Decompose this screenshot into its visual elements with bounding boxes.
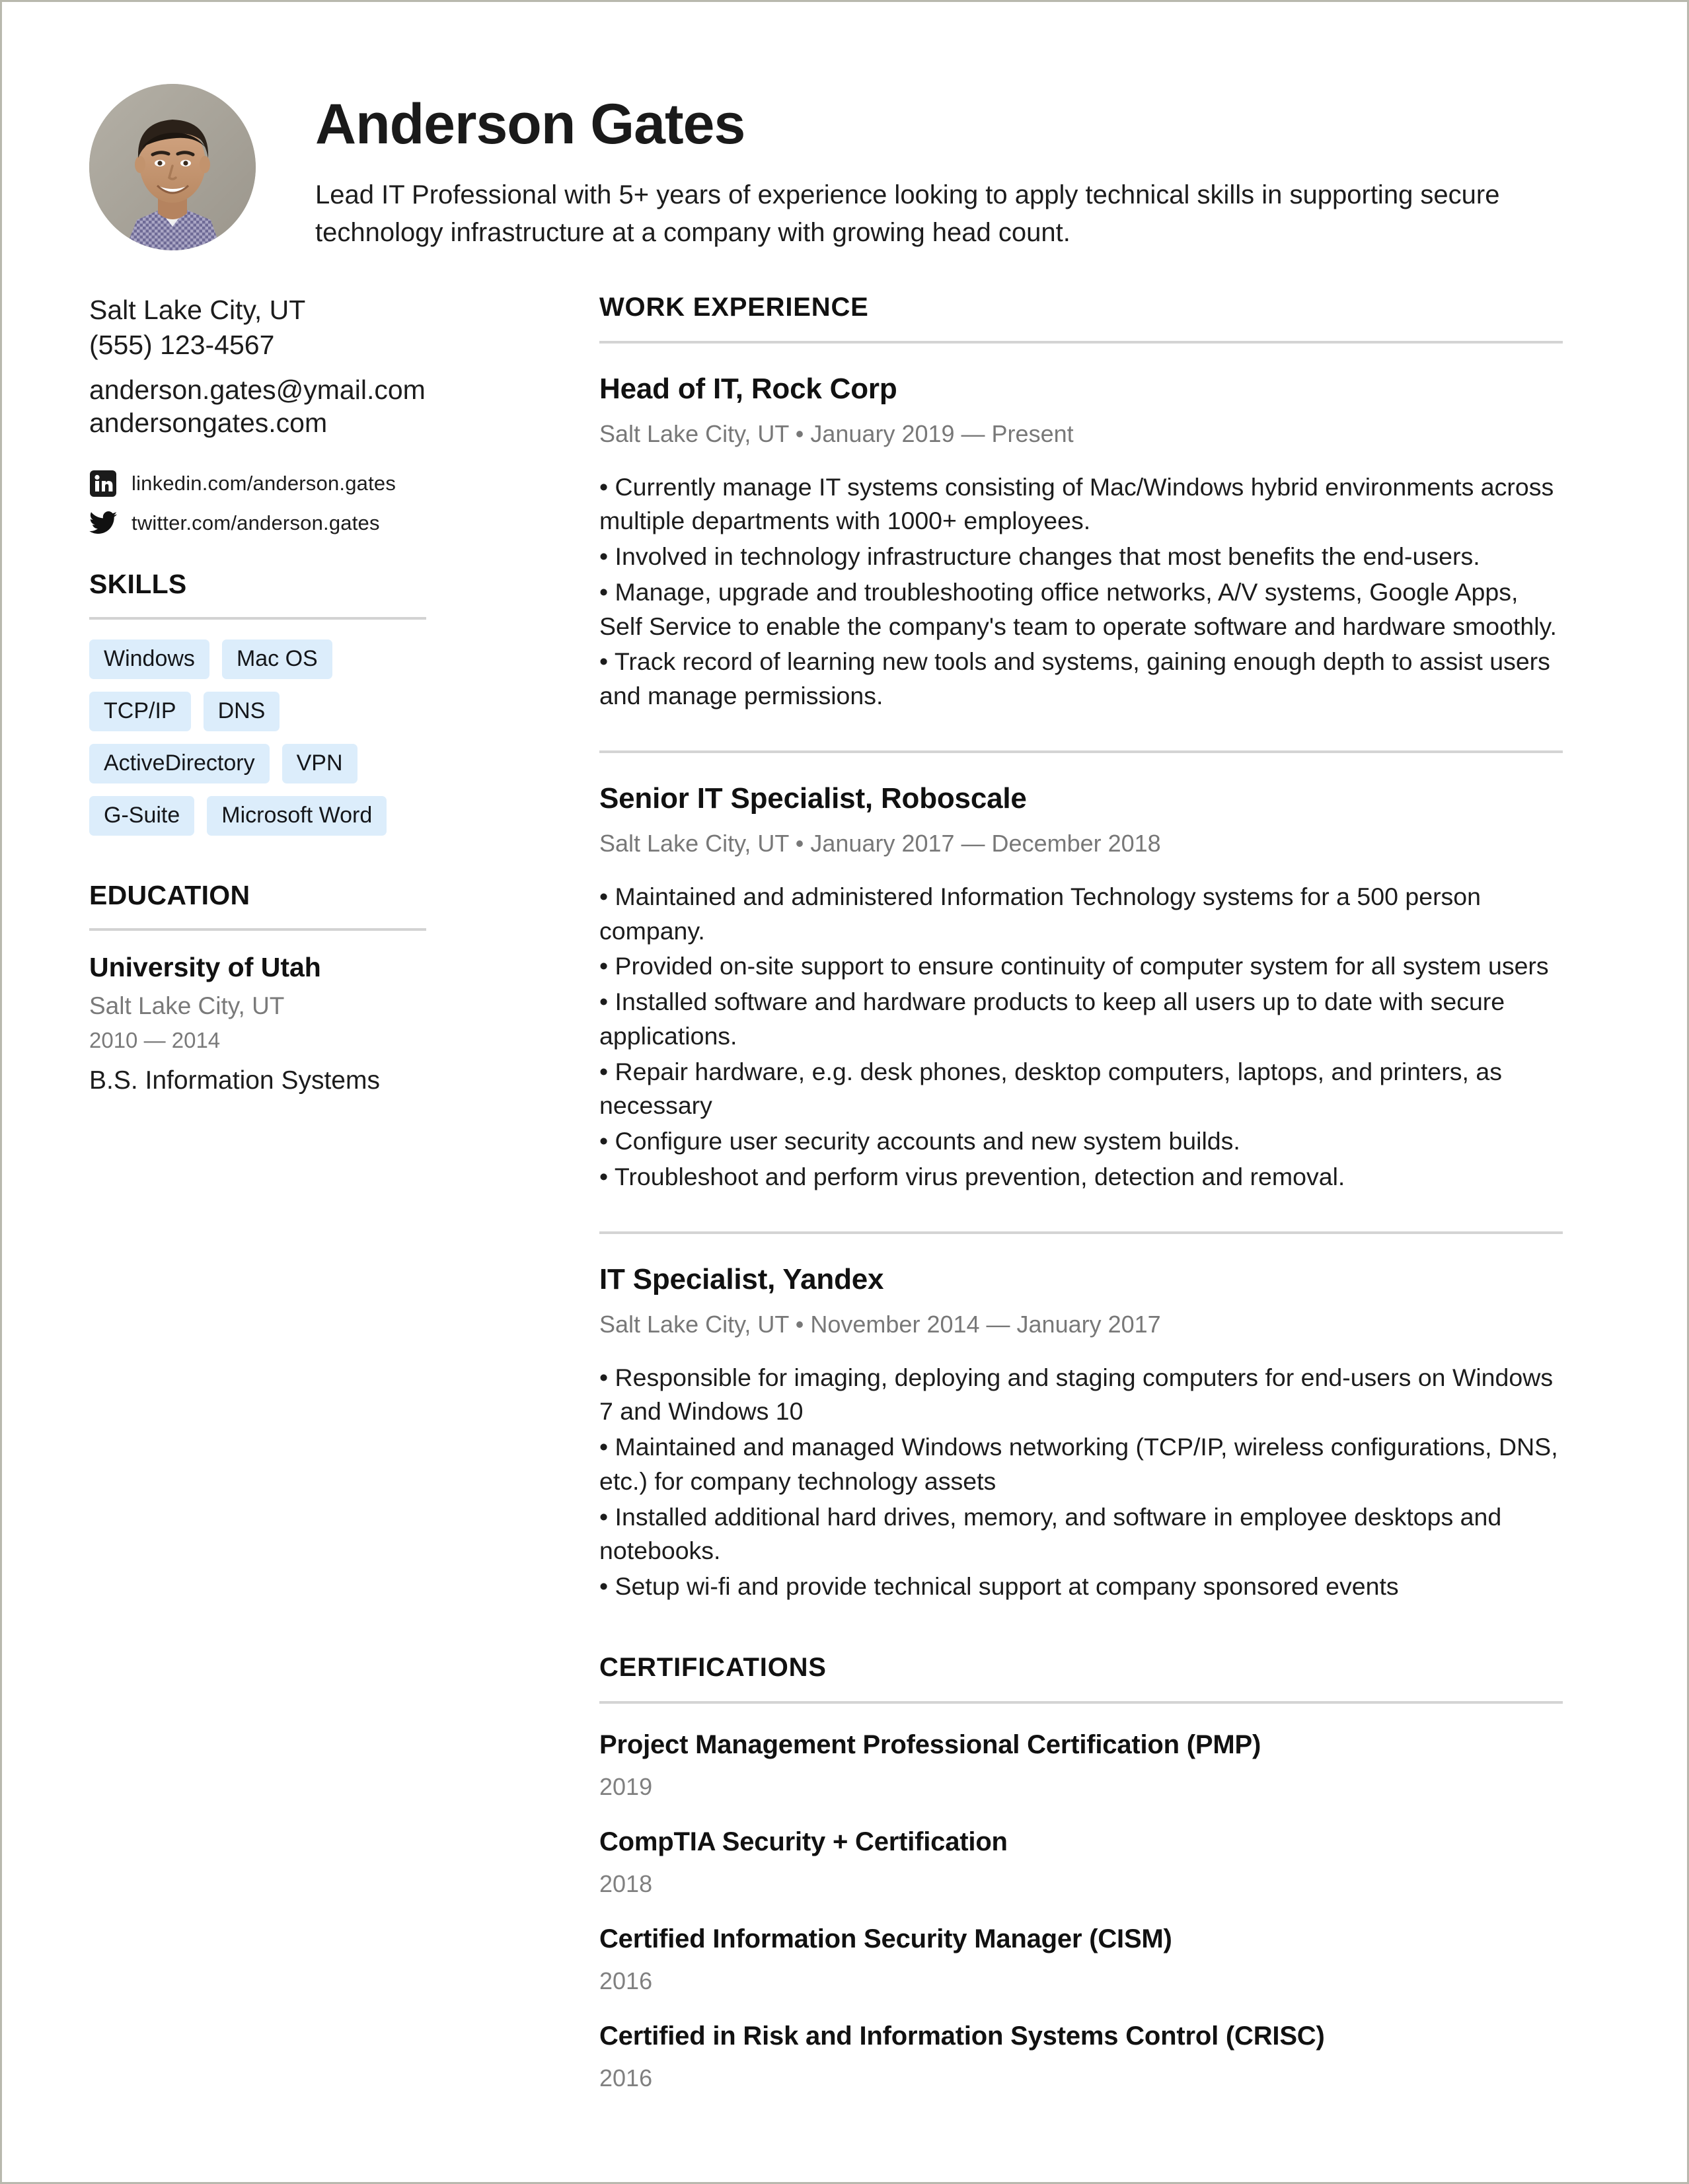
job-bullets [599, 470, 1563, 713]
job-title: Senior IT Specialist, Roboscale [599, 782, 1027, 815]
certification-year: 2016 [599, 1967, 653, 1994]
job-bullet: • Responsible for imaging, deploying and staging computers for end-users on Windows 7 and Windows 10 [599, 1363, 1554, 1426]
job-bullet: • Troubleshoot and perform virus prevention, detection and removal. [599, 1162, 1345, 1190]
education-entry [89, 952, 512, 1095]
twitter-url: twitter.com/anderson.gates [131, 511, 380, 535]
certification-year: 2018 [599, 1870, 653, 1897]
skill-tag[interactable]: Microsoft Word [207, 796, 387, 836]
contact-location: Salt Lake City, UT [89, 294, 306, 325]
skill-tag[interactable]: DNS [204, 692, 280, 731]
linkedin-url: linkedin.com/anderson.gates [131, 472, 396, 495]
job-bullet: • Maintained and managed Windows networking (TCP/IP, wireless configurations, DNS, etc.) for company technology assets [599, 1433, 1558, 1495]
education-divider [89, 928, 426, 931]
certifications-section [599, 1605, 1563, 2092]
certifications-heading: CERTIFICATIONS [599, 1652, 827, 1682]
certification-name: Certified Information Security Manager (CISM) [599, 1924, 1172, 1953]
certification-entry [599, 1898, 1563, 1995]
job-bullet: • Configure user security accounts and new system builds. [599, 1127, 1240, 1155]
certification-name: Certified in Risk and Information Systems Control (CRISC) [599, 2021, 1325, 2051]
certification-year: 2019 [599, 1772, 653, 1800]
job-bullets [599, 880, 1563, 1194]
job-bullet: • Track record of learning new tools and systems, gaining enough depth to assist users and manage permissions. [599, 647, 1550, 710]
page-title: Anderson Gates [315, 92, 745, 156]
certification-entry [599, 1801, 1563, 1898]
job-bullet: • Currently manage IT systems consisting of Mac/Windows hybrid environments across multiple departments with 1000+ employees. [599, 472, 1554, 535]
certification-entry [599, 1704, 1563, 1801]
skill-tag[interactable]: ActiveDirectory [89, 744, 270, 783]
job-bullet: • Installed additional hard drives, memory, and software in employee desktops and notebooks. [599, 1502, 1502, 1565]
job-bullet: • Provided on-site support to ensure continuity of computer system for all system users [599, 952, 1549, 980]
work-experience-heading: WORK EXPERIENCE [599, 292, 869, 322]
certification-name: CompTIA Security + Certification [599, 1827, 1008, 1856]
resume-content [2, 2, 1687, 2182]
profile-summary: Lead IT Professional with 5+ years of experience looking to apply technical skills in supporting secure technology infrastructure at a company with growing head count. [315, 180, 1500, 247]
contact-website[interactable]: andersongates.com [89, 408, 328, 439]
skill-tag[interactable]: VPN [282, 744, 357, 783]
job-bullet: • Repair hardware, e.g. desk phones, desktop computers, laptops, and printers, as necessary [599, 1057, 1502, 1120]
job-bullet: • Installed software and hardware products to keep all users up to date with secure applications. [599, 988, 1505, 1050]
twitter-icon [89, 509, 117, 537]
skills-list [89, 639, 439, 848]
skill-tag[interactable]: G-Suite [89, 796, 194, 836]
linkedin-icon [89, 470, 117, 497]
job-bullet: • Manage, upgrade and troubleshooting office networks, A/V systems, Google Apps, Self Service to enable the company's team to operate software and hardware smoothly. [599, 577, 1557, 640]
job-bullets [599, 1361, 1563, 1604]
main-column [512, 293, 1687, 2092]
avatar [89, 84, 256, 250]
resume-body [2, 252, 1687, 2092]
job-entry [599, 344, 1563, 713]
contact-block [89, 293, 512, 440]
job-bullet: • Setup wi-fi and provide technical support at company sponsored events [599, 1572, 1399, 1601]
header-text [256, 80, 1687, 252]
skills-divider [89, 617, 426, 620]
job-title: Head of IT, Rock Corp [599, 372, 897, 405]
job-bullet: • Maintained and administered Information Technology systems for a 500 person company. [599, 882, 1482, 945]
education-location: Salt Lake City, UT [89, 992, 285, 1020]
skill-tag[interactable]: TCP/IP [89, 692, 191, 731]
job-bullet: • Involved in technology infrastructure changes that most benefits the end-users. [599, 542, 1480, 571]
skill-tag[interactable]: Mac OS [222, 639, 332, 679]
job-title: IT Specialist, Yandex [599, 1262, 884, 1295]
contact-email[interactable]: anderson.gates@ymail.com [89, 375, 426, 406]
certification-year: 2016 [599, 2064, 653, 2092]
job-meta: Salt Lake City, UT • January 2017 — December 2018 [599, 829, 1161, 857]
job-meta: Salt Lake City, UT • January 2019 — Present [599, 419, 1074, 447]
social-links [89, 470, 512, 537]
social-link-twitter[interactable] [89, 509, 512, 537]
skills-heading: SKILLS [89, 569, 187, 600]
job-entry [599, 753, 1563, 1194]
education-years: 2010 — 2014 [89, 1028, 221, 1053]
contact-phone[interactable]: (555) 123-4567 [89, 329, 275, 360]
education-heading: EDUCATION [89, 880, 250, 911]
resume-header [2, 2, 1687, 252]
job-meta: Salt Lake City, UT • November 2014 — January 2017 [599, 1310, 1161, 1338]
social-link-linkedin[interactable] [89, 470, 512, 497]
certification-name: Project Management Professional Certification (PMP) [599, 1729, 1261, 1759]
education-school: University of Utah [89, 952, 321, 983]
job-entry [599, 1234, 1563, 1604]
sidebar [89, 293, 512, 2092]
skill-tag[interactable]: Windows [89, 639, 209, 679]
education-degree: B.S. Information Systems [89, 1066, 380, 1095]
user-headshot-photo [89, 84, 256, 250]
certification-entry [599, 1995, 1563, 2092]
